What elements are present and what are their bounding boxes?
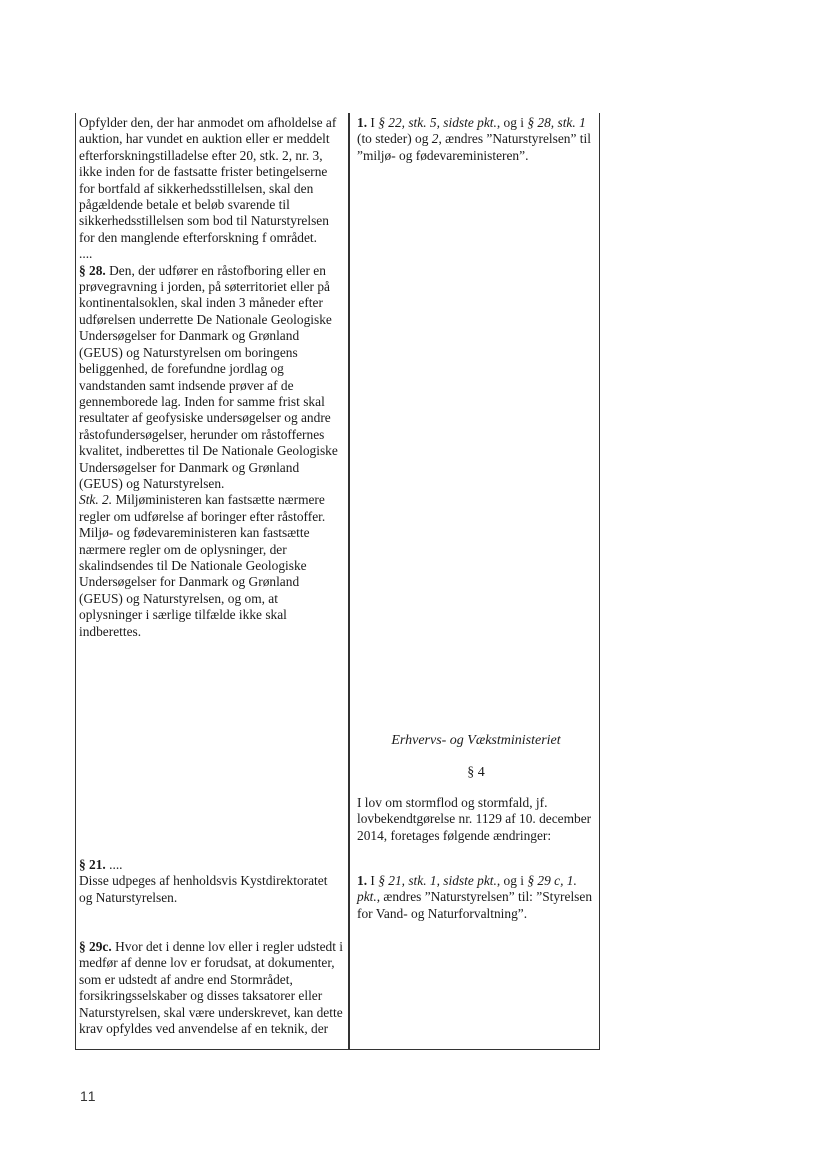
item-number: 1. (357, 115, 368, 130)
item-text: I (367, 873, 379, 888)
item-reference: § 28, stk. 1 (527, 115, 586, 130)
item-number: 1. (357, 873, 368, 888)
item-text: I (367, 115, 379, 130)
page-number: 11 (80, 1088, 97, 1104)
intro-paragraph: I lov om stormflod og stormfald, jf. lovbekendtgørelse nr. 1129 af 10. december 2014, foretages følgende ændringer: (357, 795, 592, 843)
item-text: , og i (496, 115, 528, 130)
stk2-text: Miljøministeren kan fastsætte nærmere regler om udførelse af boringer efter råstoffer. Miljø- og fødevareministeren kan fastsætte nærmere regler om de oplysninger, der skalindsendes til De Nationale Geologiske Undersøgelser for Danmark og Grønland (GEUS) og Naturstyrelsen, og om, at oplysninger i særlige tilfælde ikke skal indberettes. (79, 492, 326, 639)
ministry-heading: Erhvervs- og Vækstministeriet (391, 733, 561, 748)
item-text: , ændres ”Naturstyrelsen” til ”miljø- og fødevareministeren”. (357, 131, 591, 163)
section-29c-block (79, 939, 344, 1037)
section-29c-label: § 29c. (79, 939, 112, 954)
section-28-label: § 28. (79, 262, 106, 278)
paragraph-4-heading: § 4 (467, 765, 485, 780)
intro-text (357, 795, 595, 844)
item-text: , ændres ”Naturstyrelsen” til: ”Styrelsen for Vand- og Naturforvaltning”. (357, 889, 593, 921)
section-21-text: Disse udpeges af henholdsvis Kystdirektoratet og Naturstyrelsen. (79, 873, 328, 905)
section-28 (79, 263, 344, 493)
amendment-item-2 (357, 873, 595, 922)
amendment-table (75, 113, 600, 1050)
item-reference: § 29 c, 1. pkt. (357, 873, 577, 905)
item-reference: § 21, stk. 1, sidste pkt. (378, 873, 497, 888)
section-28-text: Den, der udfører en råstofboring eller en prøvegravning i jorden, på søterritoriet eller på kontinentalsoklen, skal inden 3 måneder efter udførelsen underrette De Nationale Geologiske Undersøgelser for Danmark og Grønland (GEUS) og Naturstyrelsen om boringens beliggenhed, de forefundne jordlag og vandstanden samt indsende prøver af de gennemborede lag. Inden for samme frist skal resultater af geofysiske undersøgelser og andre råstofundersøgelser, herunder om råstoffernes kvalitet, indberettes til De Nationale Geologiske Undersøgelser for Danmark og Grønland (GEUS) og Naturstyrelsen. (79, 262, 338, 491)
section-21-ellipsis: .... (105, 857, 123, 872)
paragraph-auction-penalty: Opfylder den, der har anmodet om afholdelse af auktion, har vundet en auktion eller er meddelt efterforskningstilladelse efter 20, stk. 2, nr. 3, ikke inden for de fastsatte frister betingelserne for bortfald af sikkerhedsstillelsen, skal den pågældende betale et beløb svarende til sikkerhedsstillelsen som bod til Naturstyrelsen for den manglende efterforskning f området. (79, 115, 337, 245)
stk2-label: Stk. 2. (79, 492, 113, 508)
section-29c-text: Hvor det i denne lov eller i regler udstedt i medfør af denne lov er forudsat, at dokumenter, som er udstedt af andre end Stormrådet, forsikringsselskaber og disses taksatorer eller Naturstyrelsen, skal være underskrevet, kan dette krav opfyldes ved anvendelse af en teknik, der (79, 939, 344, 1037)
section-21-label: § 21. (79, 857, 106, 872)
ellipsis: .... (79, 246, 93, 262)
section-28-stk2 (79, 492, 344, 640)
amendment-item-1 (357, 115, 595, 164)
column-divider (348, 113, 350, 1049)
item-reference: 2 (431, 131, 439, 147)
item-text: , og i (496, 873, 528, 888)
section-21-block (79, 857, 344, 906)
item-text: (to steder) og (357, 131, 432, 147)
item-reference: § 22, stk. 5, sidste pkt. (378, 115, 497, 130)
current-text-column (79, 115, 344, 640)
